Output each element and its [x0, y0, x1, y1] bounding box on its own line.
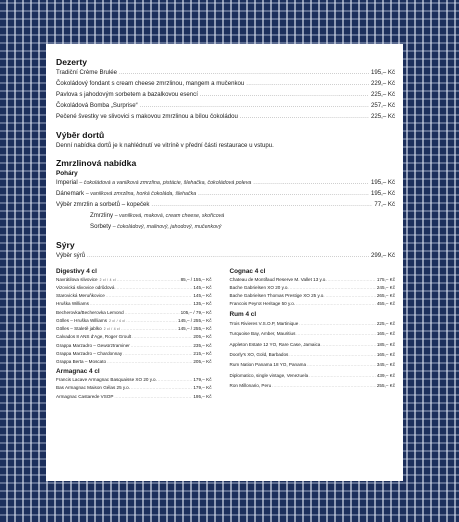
menu-item: Výběr zmrzlin a sorbetů – kopeček ..... 77,– Kč: [56, 200, 395, 211]
list-item: Armagnac Castarede VSOP ..... 195,– Kč: [56, 393, 212, 401]
drinks-column-left: [56, 266, 226, 401]
section-title-rum: Rum 4 cl: [229, 310, 257, 318]
menu-item: Tradiční Crème Brulée ..... 195,– Kč: [56, 68, 395, 79]
menu-card: [46, 44, 403, 481]
list-item: Bache Gabrielsen Thomas Prestige XO 25 y.o. ..... 265,– Kč: [230, 292, 396, 300]
list-item: Navrátilova slivovice 2 cl / 4 cl ..... 85,– / 155,– Kč: [56, 276, 212, 284]
subsection-title-pohary: Poháry: [56, 170, 78, 178]
armagnac-list: [56, 376, 212, 401]
list-item: Gölles – Staletě jablko 2 cl / 4 cl ..... 145,– / 255,– Kč: [56, 325, 212, 333]
list-item: Francis Lacave Armagnac Basquaisse XO 20 y.o. ..... 179,– Kč: [56, 376, 212, 384]
menu-item: Imperial – čokoládová a vanilková zmrzlina, pistácie, šlehačka, čokoládová poleva ..... 195,– Kč: [56, 178, 395, 189]
vyber-dortu-text: Denní nabídka dortů je k nahlédnutí ve vitríně v přední části restaurace u vstupu.: [56, 141, 274, 149]
menu-item: Výběr sýrů ..... 299,– Kč: [56, 251, 395, 262]
menu-item: Pečené švestky ve slivovici s makovou zmrzlinou a bílou čokoládou ..... 225,– Kč: [56, 112, 395, 123]
section-title-vyber-dortu: Výběr dortů: [56, 129, 105, 140]
list-item: Vizovická slivovice odrůdová ..... 145,– Kč: [56, 284, 212, 292]
list-item: Trois Rivieres V.S.O.P, Martinique ..... 225,– Kč: [230, 319, 396, 329]
section-title-digestivy: Digestivy 4 cl: [56, 267, 97, 275]
drinks-column-right: [226, 266, 396, 401]
list-item: Diplomatico, single vintage, Venezuela ..... 439,– Kč: [230, 371, 396, 381]
list-item: Grappa Marzadro – Gewürztraminer ..... 235,– Kč: [56, 342, 212, 350]
list-item: Grappa Marzadro – Chardonnay ..... 215,– Kč: [56, 350, 212, 358]
section-title-syry: Sýry: [56, 239, 75, 250]
sorbety-line: Sorbety – čokoládový, malinový, jahodový, mučenkový: [90, 223, 222, 231]
menu-item: Čokoládová Bomba „Surprise“ ..... 257,– Kč: [56, 101, 395, 112]
list-item: Doorly's XO, Gold, Barbados ..... 165,– Kč: [230, 350, 396, 360]
list-item: Gölles – Hruška Williams 2 cl / 4 cl ..... 145,– / 255,– Kč: [56, 317, 212, 325]
list-item: Ron Millonario, Peru ..... 255,– Kč: [230, 381, 396, 391]
list-item: Grappa Berta – Moscato ..... 205,– Kč: [56, 358, 212, 366]
list-item: Becherovka/Becherovka Lemond ..... 105,– / 79,– Kč: [56, 309, 212, 317]
section-title-dezerty: Dezerty: [56, 57, 88, 67]
menu-item: Pavlova s jahodovým sorbetem a bazalkovou esencí ..... 225,– Kč: [56, 90, 395, 101]
rum-list: [230, 319, 396, 392]
digestivy-list: [56, 276, 212, 366]
list-item: Appleton Estate 12 YO, Rare Case, Jamaica ..... 185,– Kč: [230, 340, 396, 350]
list-item: Francois Peyrot Heritage 50 y.o. ..... 455,– Kč: [230, 300, 396, 308]
menu-item: Dánemark – vanilková zmrzlina, horká čokoláda, šlehačka ..... 195,– Kč: [56, 189, 395, 200]
cognac-list: [230, 276, 396, 309]
list-item: Hruška Williams ..... 135,– Kč: [56, 300, 212, 308]
list-item: Bache Gabrielsen XO 20 y.o. ..... 245,– Kč: [230, 284, 396, 292]
zmrzliny-line: Zmrzliny – vanilková, maková, cream cheese, skořicová: [90, 212, 225, 220]
list-item: Chateau de Montifaud Reserve M. Vallet 13 y.o. ..... 175,– Kč: [230, 276, 396, 284]
drinks-columns: [56, 266, 395, 401]
section-title-armagnac: Armagnac 4 cl: [56, 368, 100, 376]
dezerty-list: [56, 68, 395, 123]
menu-item: Čokoládový fondant s cream cheese zmrzlinou, mangem a mučenkou ..... 229,– Kč: [56, 79, 395, 90]
section-title-zmrzlinova: Zmrzlinová nabídka: [56, 158, 137, 169]
list-item: Calvados 8 ANS d'Age, Roger Groult ..... 205,– Kč: [56, 333, 212, 341]
list-item: Rum Nation Panama 18 YO, Panama ..... 345,– Kč: [230, 360, 396, 370]
list-item: Turquoise Bay, Amber, Mauritius ..... 165,– Kč: [230, 329, 396, 339]
list-item: Starovická Meruňkovice ..... 145,– Kč: [56, 292, 212, 300]
list-item: Bas Armagnac Maison Gélas 25 y.o. ..... 179,– Kč: [56, 384, 212, 392]
section-title-cognac: Cognac 4 cl: [229, 267, 266, 275]
